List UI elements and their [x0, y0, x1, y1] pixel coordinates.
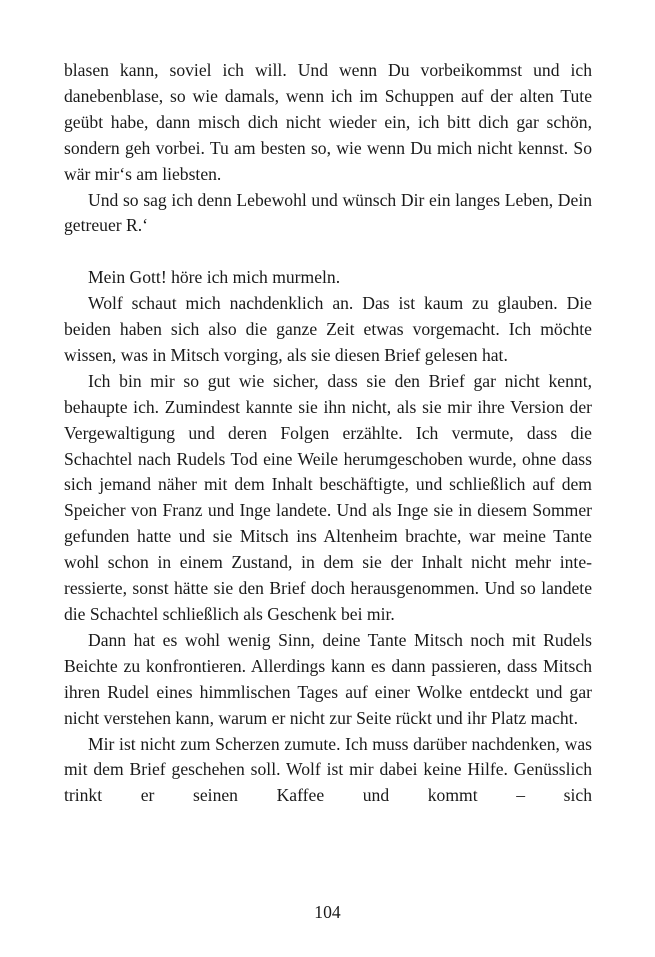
- page-number: 104: [314, 902, 341, 922]
- paragraph-narrator-reflection: Mir ist nicht zum Scherzen zumute. Ich muss darüber nachdenken, was mit dem Brief geschehen soll. Wolf ist mir dabei keine Hilfe. Genüsslich trinkt er seinen Kaffee und kommt – sich: [64, 733, 592, 806]
- paragraph-murmur: Mein Gott! höre ich mich murmeln.: [88, 267, 341, 288]
- body-text: [64, 58, 592, 809]
- paragraph-wolf-reaction: Wolf schaut mich nachdenklich an. Das ist kaum zu glauben. Die beiden haben sich also die ganze Zeit etwas vorgemacht. Ich möchte wissen, was in Mitsch vorging, als sie diesen Brief gelesen hat.: [64, 293, 592, 365]
- paragraph-farewell: Und so sag ich denn Lebewohl und wünsch Dir ein langes Leben, Dein getreuer R.‘: [64, 189, 592, 236]
- paragraph-wolf-joke: Dann hat es wohl wenig Sinn, deine Tante Mitsch noch mit Rudels Beichte zu konfrontieren. Allerdings kann es dann passieren, dass Mitsch ihren Rudel eines himmlischen Tages auf einer Wolke entdeckt und gar nicht verstehen kann, warum er nicht zur Seite rückt und ihr Platz macht.: [64, 629, 592, 728]
- paragraph-letter-end: blasen kann, soviel ich will. Und wenn Du vorbeikommst und ich danebenblase, so wie damals, wenn ich im Schuppen auf der alten Tute geübt habe, dann misch dich nicht wieder ein, ich bitt dich gar schön, sondern geh vorbei. Tu am besten so, wie wenn Du mich nicht kennst. So wär mir‘s am liebsten.: [64, 60, 592, 184]
- paragraph-narrator-claim: Ich bin mir so gut wie sicher, dass sie den Brief gar nicht kennt, behaupte ich. Zumindest kannte sie ihn nicht, als sie mir ihre Version der Vergewaltigung und deren Folgen erzählte. Ich vermute, dass die Schachtel nach Rudels Tod eine Weile herumgeschoben wurde, ohne dass sich jemand näher mit dem Inhalt beschäftigte, und schließlich auf dem Speicher von Franz und Inge landete. Und als Inge sie in diesem Sommer gefunden hatte und sie Mitsch ins Altenheim brachte, war meine Tante wohl schon in einem Zustand, in dem sie der Inhalt nicht mehr interessierte, sonst hätte sie den Brief doch herausgenommen. Und so landete die Schachtel schließlich als Geschenk bei mir.: [64, 370, 592, 625]
